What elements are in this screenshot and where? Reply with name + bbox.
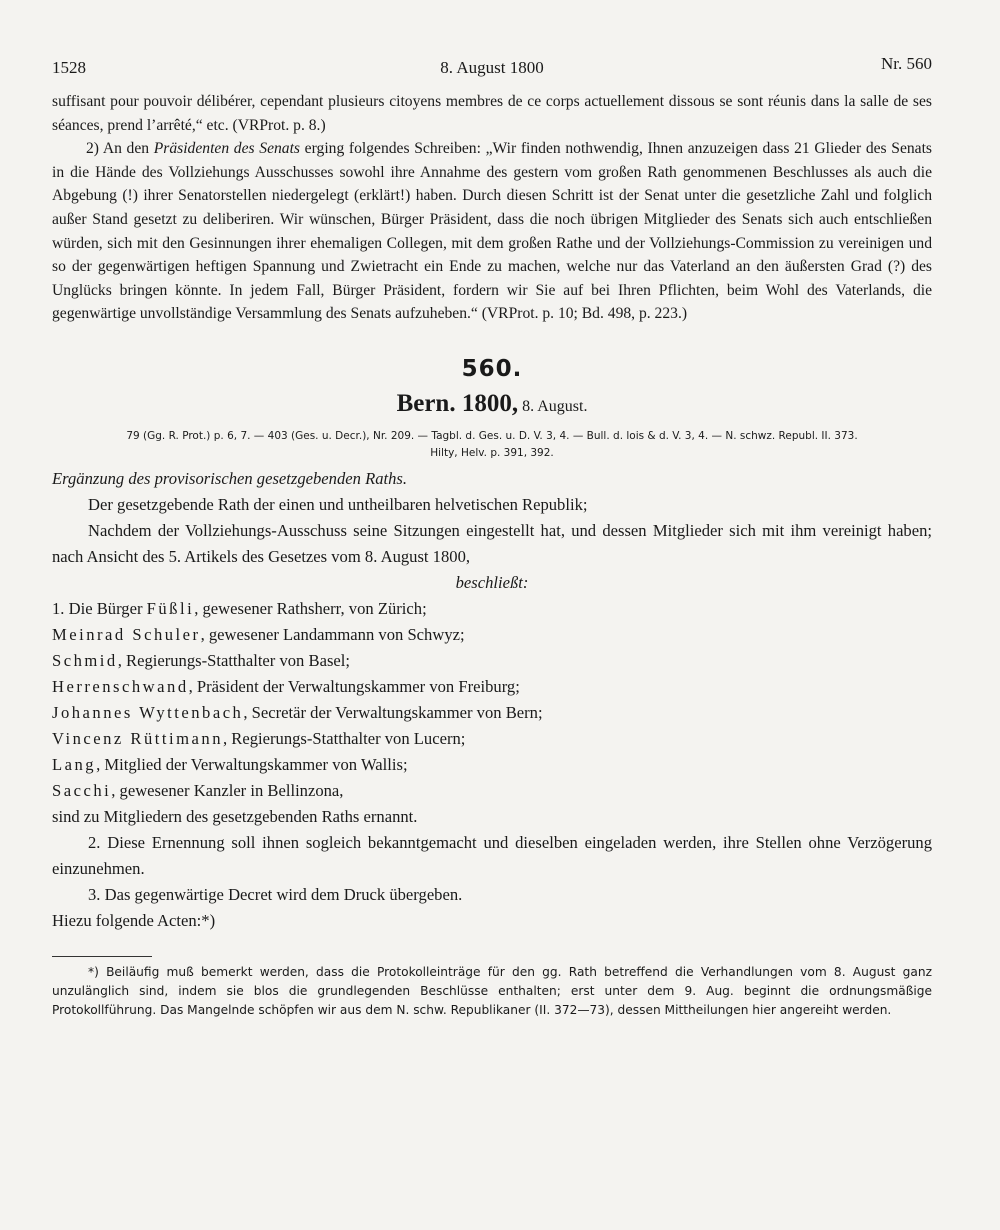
member-row xyxy=(52,648,932,674)
intro-text xyxy=(52,90,932,326)
page-number: 1528 xyxy=(52,58,86,77)
member-name: Füßli xyxy=(146,598,195,618)
page-header xyxy=(52,52,932,82)
sources-line-1: 79 (Gg. R. Prot.) p. 6, 7. — 403 (Ges. u. Decr.), Nr. 209. — Tagbl. d. Ges. u. D. V. 3, 4. — Bull. d. lois & d. V. 3, 4. — N. schwz. Republ. II. 373. xyxy=(126,429,858,442)
footnote xyxy=(52,963,932,1020)
member-desc: , gewesener Rathsherr, von Zürich; xyxy=(194,598,427,618)
member-desc: , Mitglied der Verwaltungskammer von Wallis; xyxy=(96,754,408,774)
member-name: Herrenschwand xyxy=(52,676,189,696)
footnote-separator xyxy=(52,956,152,957)
member-desc: , Regierungs-Statthalter von Lucern; xyxy=(223,728,466,748)
member-row xyxy=(52,752,932,778)
footnote-text: *) Beiläufig muß bemerkt werden, dass die Protokolleinträge für den gg. Rath betreffend die Verhandlungen vom 8. August ganz unzulänglich sind, indem sie blos die grundlegenden Beschlüsse enthalten; erst unter dem 9. Aug. beginnt die ordnungsmäßige Protokollführung. Das Mangelnde schöpfen wir aus dem N. schw. Republikaner (II. 372—73), dessen Mittheilungen hier angereiht werden. xyxy=(52,964,932,1017)
member-row xyxy=(52,596,932,622)
member-row xyxy=(52,622,932,648)
decree-subtitle: Ergänzung des provisorischen gesetzgebenden Raths. xyxy=(52,468,408,488)
sources-line-2: Hilty, Helv. p. 391, 392. xyxy=(430,446,554,459)
item1-prefix: 1. Die Bürger xyxy=(52,598,143,618)
resolves-heading: beschließt: xyxy=(455,572,529,592)
intro-paragraph-1: suffisant pour pouvoir délibérer, cependant plusieurs citoyens membres de ce corps actuellement dissous se sont réunis dans la salle de ses séances, prend l’arrêté,“ etc. (VRProt. p. 8.) xyxy=(52,93,932,134)
member-name: Vincenz Rüttimann xyxy=(52,728,223,748)
section-date: 8. August. xyxy=(522,397,588,415)
member-desc: , gewesener Kanzler in Bellinzona, xyxy=(111,780,344,800)
place-year: Bern. 1800, xyxy=(396,389,519,417)
decree-body xyxy=(52,466,932,934)
para2-italic: Präsidenten des Senats xyxy=(153,140,300,158)
member-desc: , Regierungs-Statthalter von Basel; xyxy=(117,650,350,670)
member-name: Schmid xyxy=(52,650,118,670)
item-2: 2. Diese Ernennung soll ihnen sogleich bekanntgemacht und dieselben eingeladen werden, ihre Stellen ohne Verzögerung einzunehmen. xyxy=(52,832,932,878)
member-desc: , Secretär der Verwaltungskammer von Bern; xyxy=(243,702,543,722)
document-number: Nr. 560 xyxy=(881,54,932,73)
section-number: 560. xyxy=(461,355,523,382)
preamble-2: Nachdem der Vollziehungs-Ausschuss seine Sitzungen eingestellt hat, und dessen Mitglieder sich mit ihm vereinigt haben; nach Ansicht des 5. Artikels des Gesetzes vom 8. August 1800, xyxy=(52,520,932,566)
header-date: 8. August 1800 xyxy=(440,58,544,77)
member-row xyxy=(52,726,932,752)
item1-conclusion: sind zu Mitgliedern des gesetzgebenden Raths ernannt. xyxy=(52,806,418,826)
acts-heading: Hiezu folgende Acten:*) xyxy=(52,910,216,930)
member-row xyxy=(52,674,932,700)
member-name: Meinrad Schuler xyxy=(52,624,201,644)
preamble-1: Der gesetzgebende Rath der einen und untheilbaren helvetischen Republik; xyxy=(88,494,588,514)
member-row xyxy=(52,700,932,726)
sources xyxy=(52,428,932,462)
member-row xyxy=(52,778,932,804)
intro-paragraph-2 xyxy=(52,137,932,326)
member-name: Sacchi xyxy=(52,780,112,800)
member-desc: , gewesener Landammann von Schwyz; xyxy=(200,624,465,644)
para2-prefix: 2) An den xyxy=(86,140,154,158)
document-page xyxy=(52,52,932,1020)
para2-rest: erging folgendes Schreiben: „Wir finden nothwendig, Ihnen anzuzeigen dass 21 Glieder des Senats in die Hände des Vollziehungs Ausschusses sowohl ihre Annahme des gestern vom großen Rath genommenen Beschlusses als auch die Abgebung (!) ihrer Senatorstellen niedergelegt (erklärt!) haben. Durch diesen Schritt ist der Senat unter die gesetzliche Zahl und folglich außer Stand gesetzt zu deliberiren. Wir wünschen, Bürger Präsident, dass die noch übrigen Mitglieder des Senats sich auch entschließen würden, sich mit den Gesinnungen ihrer ehemaligen Collegen, mit dem großen Rathe und der Vollziehungs-Commission zu vereinigen und so der gegenwärtigen heftigen Spannung und Zwietracht ein Ende zu machen, welche nur das Vaterland an den äußersten Grad (?) des Unglücks bringen könnte. In jedem Fall, Bürger Präsident, fordern wir Sie auf bei Ihren Pflichten, beim Wohl des Vaterlands, die gegenwärtige unvollständige Versammlung des Senats aufzuheben.“ (VRProt. p. 10; Bd. 498, p. 223.) xyxy=(52,140,932,323)
member-name: Lang xyxy=(52,754,97,774)
section-place-date xyxy=(52,390,932,418)
item-3: 3. Das gegenwärtige Decret wird dem Druck übergeben. xyxy=(88,884,463,904)
member-name: Johannes Wyttenbach xyxy=(52,702,244,722)
member-desc: , Präsident der Verwaltungskammer von Freiburg; xyxy=(188,676,520,696)
